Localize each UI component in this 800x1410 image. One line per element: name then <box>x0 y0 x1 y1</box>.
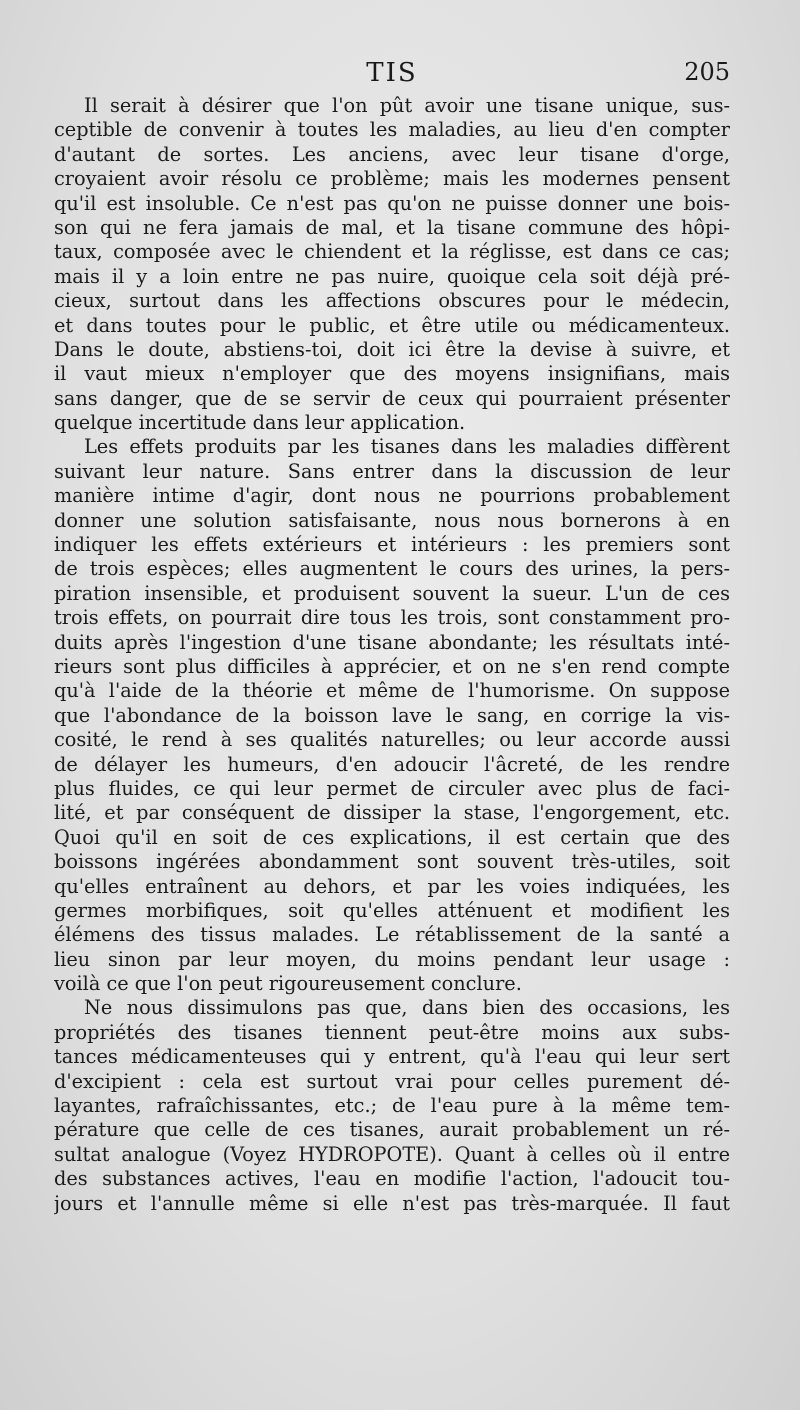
text-line: Les effets produits par les tisanes dans les maladies diffèrent <box>84 435 730 459</box>
text-line: des substances actives, l'eau en modifie l'action, l'adoucit tou- <box>54 1167 730 1191</box>
text-line: propriétés des tisanes tiennent peut-être moins aux subs- <box>54 1020 730 1044</box>
text-line: lieu sinon par leur moyen, du moins pendant leur usage : <box>54 947 730 971</box>
text-line: sans danger, que de se servir de ceux qui pourraient présenter <box>54 386 730 410</box>
text-line: taux, composée avec le chiendent et la réglisse, est dans ce cas; <box>54 240 730 264</box>
text-line: de trois espèces; elles augmentent le cours des urines, la pers- <box>54 557 730 581</box>
text-line: rieurs sont plus difficiles à apprécier, et on ne s'en rend compte <box>54 654 730 678</box>
text-line: d'autant de sortes. Les anciens, avec leur tisane d'orge, <box>54 142 730 166</box>
text-line: et dans toutes pour le public, et être utile ou médicamenteux. <box>54 313 730 337</box>
text-line: croyaient avoir résolu ce problème; mais les modernes pensent <box>54 167 730 191</box>
text-line: cieux, surtout dans les affections obscures pour le médecin, <box>54 289 730 313</box>
text-line: indiquer les effets extérieurs et intérieurs : les premiers sont <box>54 533 730 557</box>
text-line: que l'abondance de la boisson lave le sang, en corrige la vis- <box>54 703 730 727</box>
text-line: il vaut mieux n'employer que des moyens insignifians, mais <box>54 362 730 386</box>
text-line: de délayer les humeurs, d'en adoucir l'âcreté, de les rendre <box>54 752 730 776</box>
text-line: qu'elles entraînent au dehors, et par les voies indiquées, les <box>54 874 730 898</box>
text-line: lité, et par conséquent de dissiper la stase, l'engorgement, etc. <box>54 801 730 825</box>
text-line: donner une solution satisfaisante, nous nous bornerons à en <box>54 508 730 532</box>
text-line: layantes, rafraîchissantes, etc.; de l'eau pure à la même tem- <box>54 1094 730 1118</box>
text-line: Il serait à désirer que l'on pût avoir une tisane unique, sus- <box>84 94 730 117</box>
text-line: ceptible de convenir à toutes les maladies, au lieu d'en compter <box>54 118 730 142</box>
text-line: Quoi qu'il en soit de ces explications, il est certain que des <box>54 825 730 849</box>
text-line: cosité, le rend à ses qualités naturelles; ou leur accorde aussi <box>54 728 730 752</box>
text-line: qu'il est insoluble. Ce n'est pas qu'on ne puisse donner une bois- <box>54 191 730 215</box>
text-line: tances médicamenteuses qui y entrent, qu'à l'eau qui leur sert <box>54 1045 730 1069</box>
page-header <box>54 58 730 92</box>
text-line: son qui ne fera jamais de mal, et la tisane commune des hôpi- <box>54 215 730 239</box>
text-line: piration insensible, et produisent souvent la sueur. L'un de ces <box>54 581 730 605</box>
text-line: qu'à l'aide de la théorie et même de l'humorisme. On suppose <box>54 679 730 703</box>
text-line: Dans le doute, abstiens-toi, doit ici être la devise à suivre, et <box>54 337 730 361</box>
text-line: germes morbifiques, soit qu'elles atténuent et modifient les <box>54 898 730 922</box>
text-line: duits après l'ingestion d'une tisane abondante; les résultats inté- <box>54 630 730 654</box>
text-line: Ne nous dissimulons pas que, dans bien des occasions, les <box>84 996 730 1020</box>
text-line: voilà ce que l'on peut rigoureusement conclure. <box>54 972 522 996</box>
text-line: manière intime d'agir, dont nous ne pourrions probablement <box>54 484 730 508</box>
text-line: quelque incertitude dans leur application. <box>54 411 466 435</box>
text-line: jours et l'annulle même si elle n'est pas très-marquée. Il faut <box>54 1191 730 1215</box>
text-line: élémens des tissus malades. Le rétablissement de la santé a <box>54 923 730 947</box>
body-text <box>54 94 730 1216</box>
page-number: 205 <box>684 58 730 86</box>
text-line: pérature que celle de ces tisanes, aurait probablement un ré- <box>54 1118 730 1142</box>
text-line: mais il y a loin entre ne pas nuire, quoique cela soit déjà pré- <box>54 264 730 288</box>
text-line: d'excipient : cela est surtout vrai pour celles purement dé- <box>54 1069 730 1093</box>
text-line: trois effets, on pourrait dire tous les trois, sont constamment pro- <box>54 606 730 630</box>
text-line: boissons ingérées abondamment sont souvent très-utiles, soit <box>54 850 730 874</box>
text-line: plus fluides, ce qui leur permet de circuler avec plus de faci- <box>54 776 730 800</box>
text-line: suivant leur nature. Sans entrer dans la discussion de leur <box>54 459 730 483</box>
text-line: sultat analogue (Voyez HYDROPOTE). Quant à celles où il entre <box>54 1142 730 1166</box>
running-title: TIS <box>366 58 418 88</box>
